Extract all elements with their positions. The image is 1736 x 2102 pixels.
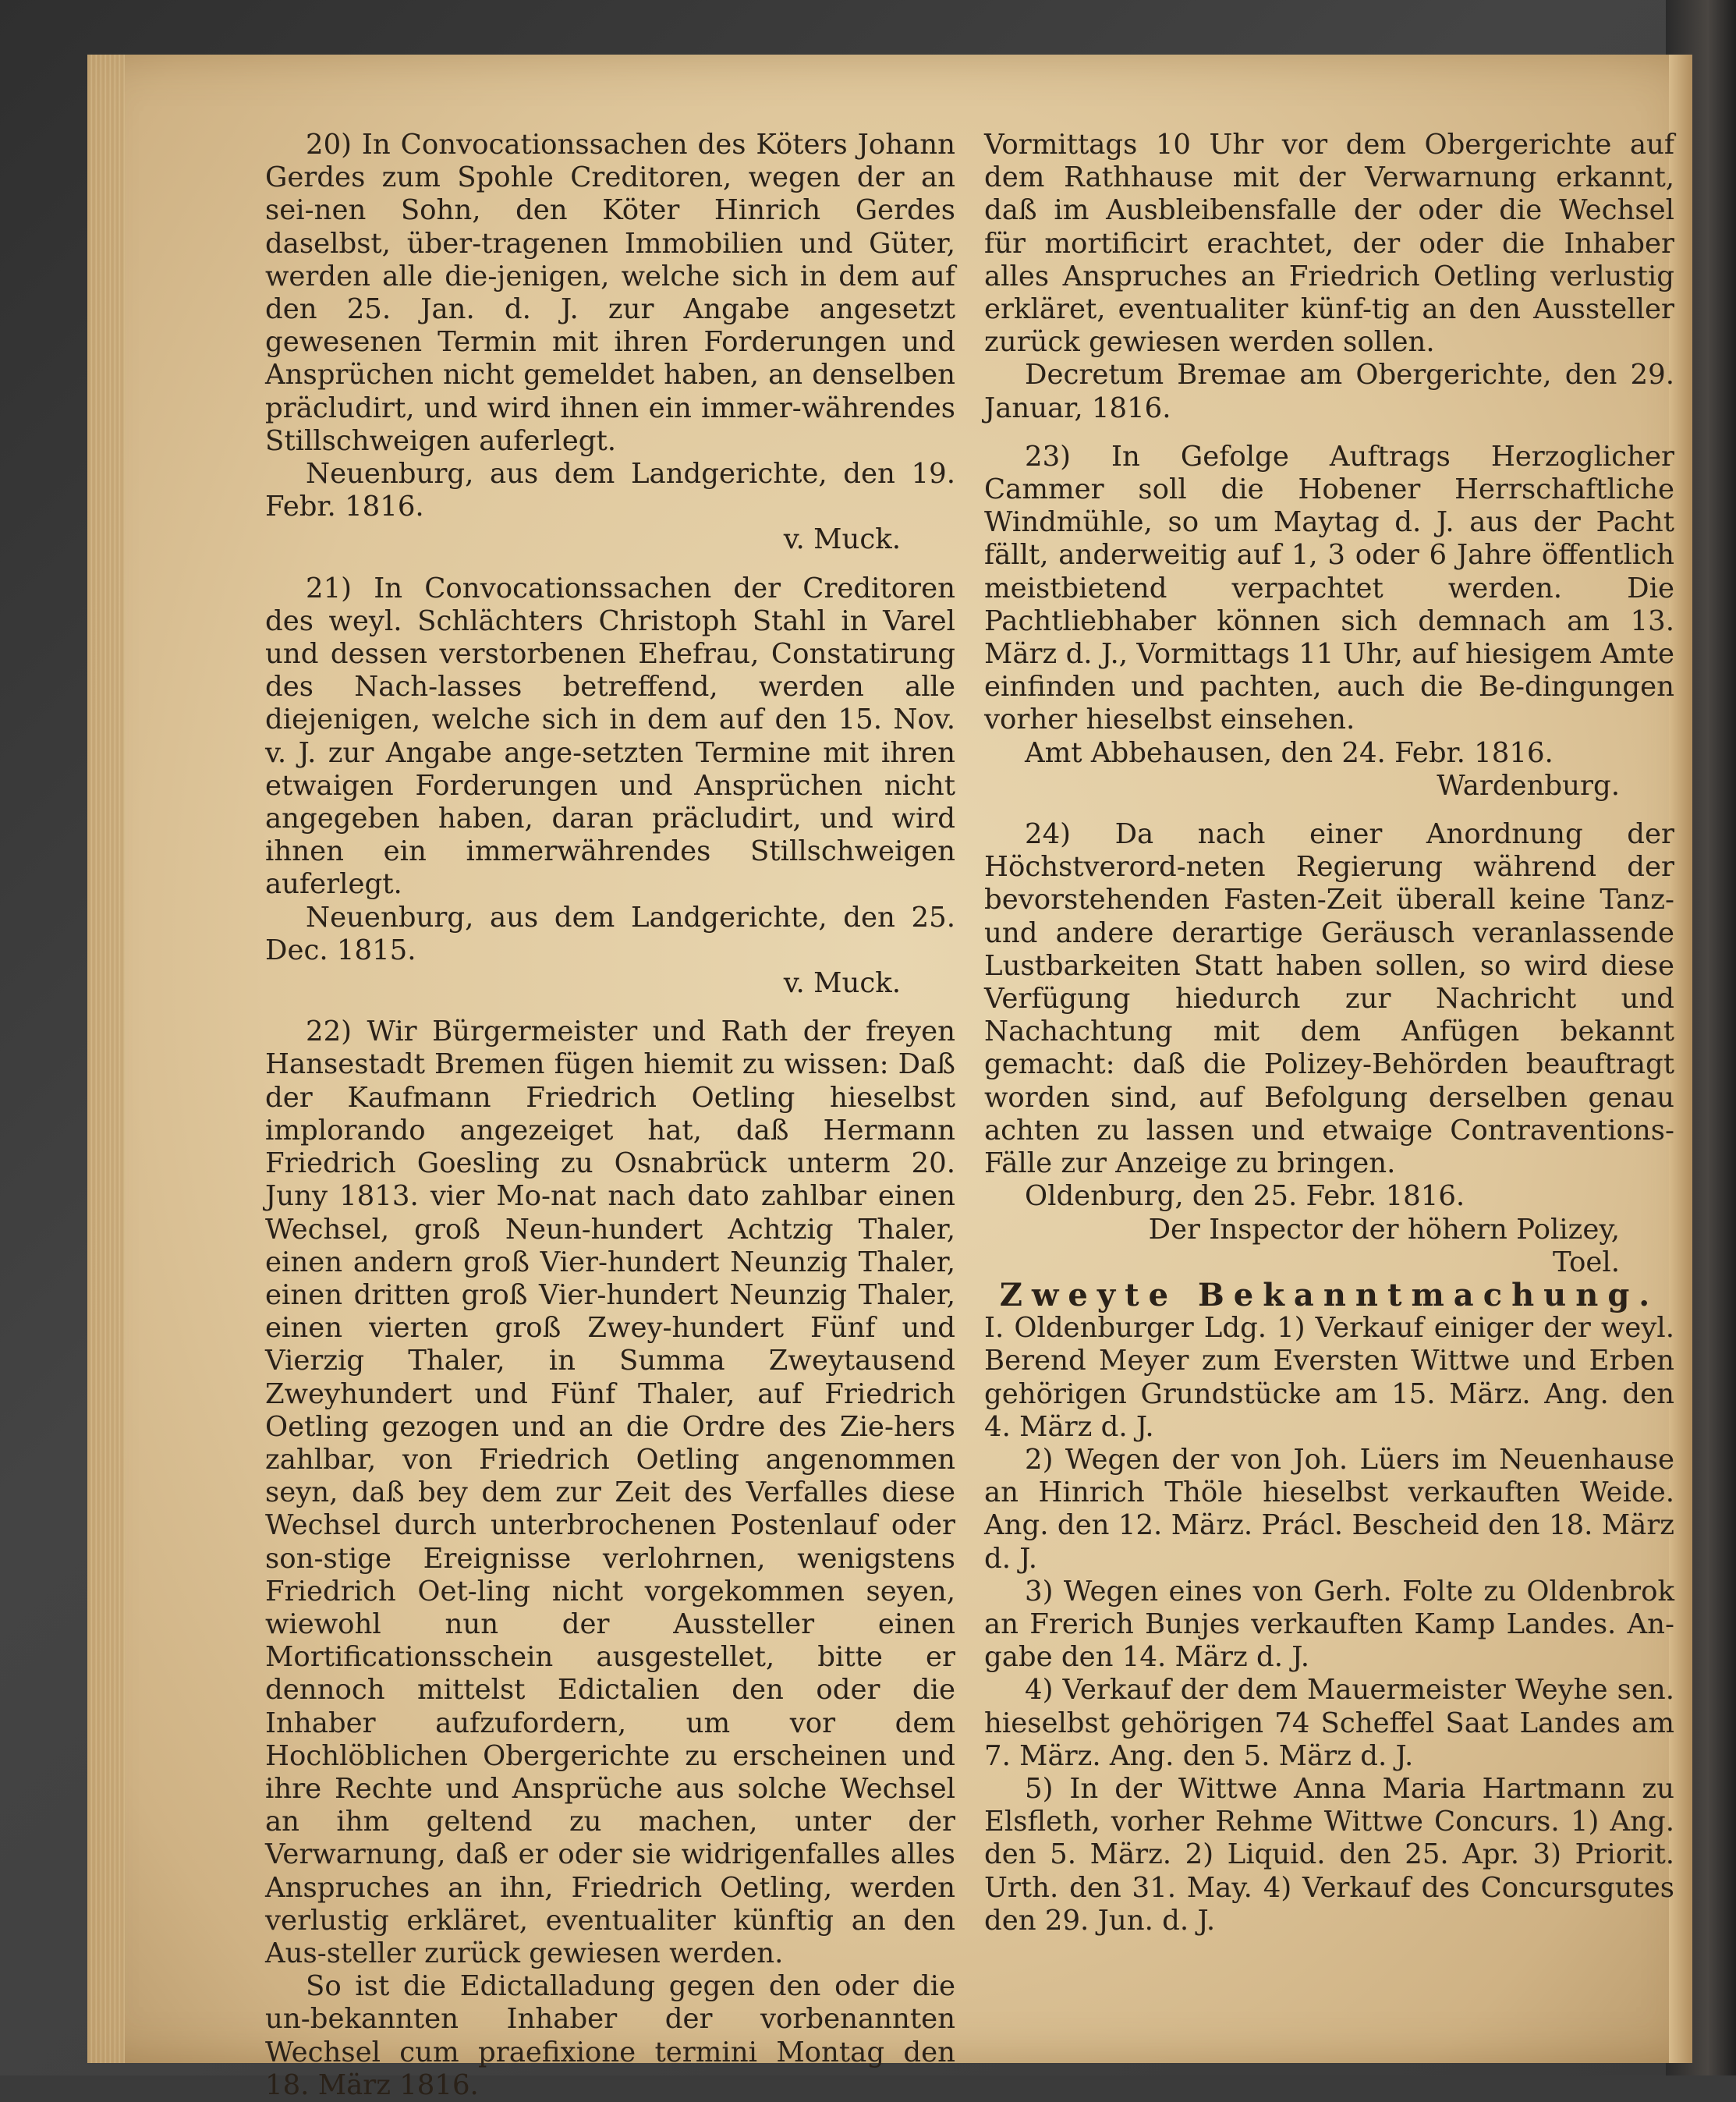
section-1-item-4: 4) Verkauf der dem Mauermeister Weyhe sen. hieselbst gehörigen 74 Scheffel Saat Landes am 7. März. Ang. den 5. März d. J. <box>984 1674 1674 1772</box>
notice-20-signature: v. Muck. <box>783 523 901 556</box>
notice-22-end: Vormittags 10 Uhr vor dem Obergerichte auf dem Rathhause mit der Verwarnung erkannt, daß im Ausbleibensfalle der oder die Wechsel für mortificirt erachtet, der oder die Inhaber alles Anspruches an Friedrich Oetling verlustig erkläret, eventualiter künf-tig an den Aussteller zurück gewiesen werden sollen. <box>984 129 1674 359</box>
notice-24-text: 24) Da nach einer Anordnung der Höchstverord-neten Regierung während der bevorstehenden Fasten-Zeit überall keine Tanz- und andere derartige Geräusch veranlassende Lustbarkeiten Statt haben sollen, so wird diese Verfügung hiedurch zur Nachricht und Nachachtung mit dem Anfügen bekannt gemacht: daß die Polizey-Behörden beauftragt worden sind, auf Befolgung derselben genau achten zu lassen und etwaige Contraventions-Fälle zur Anzeige zu bringen. <box>984 818 1674 1180</box>
notice-23-signature: Wardenburg. <box>1437 769 1620 802</box>
notice-23-date: Amt Abbehausen, den 24. Febr. 1816. <box>1025 736 1554 769</box>
notice-21-signature: v. Muck. <box>783 967 901 1000</box>
notice-21-text: 21) In Convocationssachen der Creditoren des weyl. Schlächters Christoph Stahl in Varel und dessen verstorbenen Ehefrau, Constatirung des Nach-lasses betreffend, werden alle diejenigen, welche sich in dem auf den 15. Nov. v. J. zur Angabe ange-setzten Termine mit ihren etwaigen Forderungen und Ansprüchen nicht angegeben haben, daran präcludirt, und wird ihnen ein immerwährendes Stillschweigen auferlegt. <box>265 572 955 901</box>
page-stack-edge <box>87 55 125 2063</box>
section-1-item-2: 2) Wegen der von Joh. Lüers im Neuenhause an Hinrich Thöle hieselbst verkauften Weide. Ang. den 12. März. Prácl. Bescheid den 18. März d. J. <box>984 1443 1674 1575</box>
notice-22-date: Decretum Bremae am Obergerichte, den 29. Januar, 1816. <box>984 359 1674 424</box>
notice-24-signature-title: Der Inspector der höhern Polizey, <box>1148 1213 1620 1246</box>
section-heading: Zweyte Bekanntmachung. <box>999 1276 1660 1313</box>
notice-23-text: 23) In Gefolge Auftrags Herzoglicher Cammer soll die Hobener Herrschaftliche Windmühle, so um Maytag d. J. aus der Pacht fällt, anderweitig auf 1, 3 oder 6 Jahre öffentlich meistbietend verpachtet werden. Die Pachtliebhaber können sich demnach am 13. März d. J., Vormittags 11 Uhr, auf hiesigem Amte einfinden und pachten, auch die Be-dingungen vorher hieselbst einsehen. <box>984 440 1674 736</box>
notice-24-signature-name: Toel. <box>1553 1246 1620 1278</box>
notice-24-date: Oldenburg, den 25. Febr. 1816. <box>1025 1180 1465 1213</box>
right-column <box>984 129 1674 1937</box>
notice-22-text: 22) Wir Bürgermeister und Rath der freyen Hansestadt Bremen fügen hiemit zu wissen: Daß der Kaufmann Friedrich Oetling hieselbst implorando angezeiget hat, daß Hermann Friedrich Goesling zu Osnabrück unterm 20. Juny 1813. vier Mo-nat nach dato zahlbar einen Wechsel, groß Neun-hundert Achtzig Thaler, einen andern groß Vier-hundert Neunzig Thaler, einen dritten groß Vier-hundert Neunzig Thaler, einen vierten groß Zwey-hundert Fünf und Vierzig Thaler, in Summa Zweytausend Zweyhundert und Fünf Thaler, auf Friedrich Oetling gezogen und an die Ordre des Zie-hers zahlbar, von Friedrich Oetling angenommen seyn, daß bey dem zur Zeit des Verfalles diese Wechsel durch unterbrochenen Postenlauf oder son-stige Ereignisse verlohrnen, wenigstens Friedrich Oet-ling nicht vorgekommen seyen, wiewohl nun der Aussteller einen Mortificationsschein ausgestellet, bitte er dennoch mittelst Edictalien den oder die Inhaber aufzufordern, um vor dem Hochlöblichen Obergerichte zu erscheinen und ihre Rechte und Ansprüche aus solche Wechsel an ihm geltend zu machen, unter der Verwarnung, daß er oder sie widrigenfalles alles Anspruches an ihn, Friedrich Oetling, werden verlustig erkläret, eventualiter künftig an den Aus-steller zurück gewiesen werden. <box>265 1016 955 1969</box>
section-1-item-5: 5) In der Wittwe Anna Maria Hartmann zu Elsfleth, vorher Rehme Wittwe Concurs. 1) Ang. den 5. März. 2) Liquid. den 25. Apr. 3) Priorit. Urth. den 31. May. 4) Verkauf des Concursgutes den 29. Jun. d. J. <box>984 1772 1674 1937</box>
section-1-item-1: I. Oldenburger Ldg. 1) Verkauf einiger der weyl. Berend Meyer zum Eversten Wittwe und Erben gehörigen Grundstücke am 15. März. Ang. den 4. März d. J. <box>984 1312 1674 1443</box>
notice-20-text: 20) In Convocationssachen des Köters Johann Gerdes zum Spohle Creditoren, wegen der an sei-nen Sohn, den Köter Hinrich Gerdes daselbst, über-tragenen Immobilien und Güter, werden alle die-jenigen, welche sich in dem auf den 25. Jan. d. J. zur Angabe angesetzt gewesenen Termin mit ihren Forderungen und Ansprüchen nicht gemeldet haben, an denselben präcludirt, und wird ihnen ein immer-währendes Stillschweigen auferlegt. <box>265 129 955 457</box>
left-column <box>265 129 955 2102</box>
section-1-item-3: 3) Wegen eines von Gerh. Folte zu Oldenbrok an Frerich Bunjes verkauften Kamp Landes. An-gabe den 14. März d. J. <box>984 1575 1674 1674</box>
notice-21-date: Neuenburg, aus dem Landgerichte, den 25. Dec. 1815. <box>265 901 955 966</box>
notice-22-continued: So ist die Edictalladung gegen den oder die un-bekannten Inhaber der vorbenannten Wechsel cum praefixione termini Montag den 18. März 1816. <box>265 1970 955 2101</box>
notice-20-date: Neuenburg, aus dem Landgerichte, den 19. Febr. 1816. <box>265 458 955 523</box>
